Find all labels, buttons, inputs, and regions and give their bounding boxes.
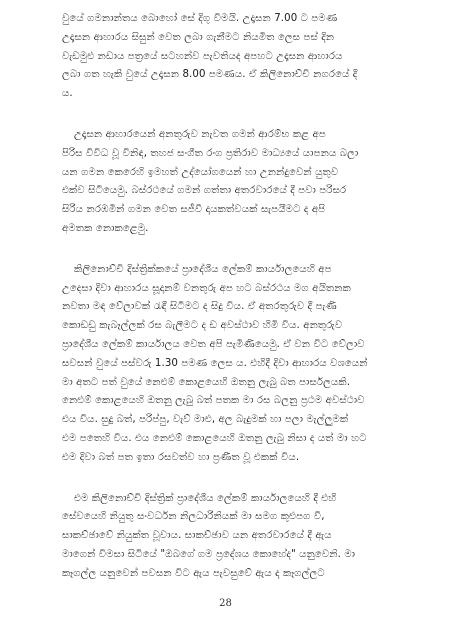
paragraph-2 xyxy=(62,126,389,239)
text-line: ය. xyxy=(62,88,73,100)
text-line: වැඩමුළු නඩාය පත්‍රයේ සටහන්ව පැවතියද අපහට උදෑසන ආහාරය xyxy=(62,50,343,62)
paragraph-3 xyxy=(62,261,389,468)
text-line: එම දිවා බත් පත ඉතා රසවත්ව හා ප්‍රණීත වූ එකක් විය. xyxy=(62,451,300,463)
text-line: සාකච්ඡාවේ නියුක්ත වූවාය. සාකච්ඡාව යන අතරවාරයේ දී ඇය xyxy=(62,530,332,542)
text-line: එක්ව සිටියෙමු. බස්රථයේ ගමන් ගත්තා අතරවාරයේ දී පවා පරිසර xyxy=(62,185,347,197)
text-line: සිරිය නරඹමින් ගමන වෙත සජීවී දායකත්වයක් සැපයීමට ද අපි xyxy=(62,204,326,216)
text-line: එය විය. සුදු බත්, පරිප්පු, වැව් මාළු, අල බැදුමක් හා පලා මැල්ලුමක් xyxy=(62,414,349,426)
text-line: ලබා ගත හැකි වුයේ උදෑසන 8.00 පමණය. ඒ කිලිනොච්චි නගරයේ දී xyxy=(62,69,358,81)
text-line: කොඩඩු කැබෑල්ලක් රස බැලීමට ද ඩ අවස්ථාව හිමි විය. අනතුරුව xyxy=(62,320,343,332)
text-line: සවසන් වුයේ පස්වරු 1.30 පමණ ලෙස ය. එහිදී දිවා ආහාරය වශයෙන් xyxy=(62,357,368,369)
paragraph-4 xyxy=(62,490,389,584)
text-line: ප්‍රාදේශීය ලේකම් කාර්යාලය වෙත අපි පැමිණියෙමු. ඒ වන විට වේලාව xyxy=(62,338,365,350)
text-line: යන ගමන කෙරෙහි ඉමහත් උද්යෝගයෙන් හා උනන්දුවෙන් යුතුව xyxy=(62,166,339,178)
text-line: නෙළුම් කොළයෙහි ඔතනු ලැබු බත් පතක මා රස බලනු ප්‍රථම අවස්ථාව xyxy=(62,395,365,407)
page-number: 28 xyxy=(219,598,232,609)
text-line: මාගෙන් විමසා සිටියේ "ඔබගේ ගම ප්‍රදේශය කොහේද" යනුවෙනි. මා xyxy=(62,548,356,560)
text-line: උදෑසන ආහාරය සිසුන් වෙත ලබා ගැනීමට නියමිත ලෙස පස් දින xyxy=(62,31,335,43)
text-line: උදෙසා දිවා ආහාරය සූදානම් වනතුරු අප හට බස්රථය මග අයිතනක xyxy=(62,282,352,294)
paragraph-1 xyxy=(62,10,389,104)
text-line: එම පතෙහි විය. එය නෙළුම් කොළයෙහි ඔතනු ලැබු නිසා ද යත් මා හට xyxy=(62,432,367,444)
text-line: මා අතට පත් වුයේ නෙළුම් කොළයෙහි ඔතනු ලැබු බත පාර්සලයකි. xyxy=(62,376,351,388)
text-line: උදෑසන ආහාරයෙන් අනතුරුව නැවත ගමන් ආරම්භ කළ අප xyxy=(74,128,326,140)
text-line: පිරිස විවිධ වූ විනිඳ, තහජ සංගීත රංග ප්‍රතිරාව මාධ්‍යයේ යාපනය බලා xyxy=(62,147,359,159)
text-line: සේවයෙහි නියුතු සංවර්ධන නිලධාරිනියක් මා සමග කුළුපග වී, xyxy=(62,511,325,523)
text-line: කිලිනොච්චි දිස්ත්‍රික්කයේ ප්‍රාදේශීය ලේකම් කාර්යාලයෙහි අප xyxy=(74,263,332,275)
text-line: අමතක නොකළෙමු. xyxy=(62,222,149,234)
text-line: වුයේ ගමනාන්තය බොහෝ සේ දිගු විමයි. උදෑසන 7.00 ට පමණ xyxy=(62,13,338,24)
text-line: එම කිලිනොච්චි දිස්ත්‍රික් ප්‍රාදේශීය ලේකම් කාර්යාලයෙහි දී එහි xyxy=(74,492,337,504)
text-line: කෑගල්ල යනුවෙන් පවසන විට ඇය පැවසුවේ ඇය ද කෑගල්ලට xyxy=(62,567,325,579)
text-line: නවතා මඳ වේලාවක් රැඳී සිටීමට ද සිදු විය. ඒ අතරතුරුව දී පැණි xyxy=(62,301,337,313)
